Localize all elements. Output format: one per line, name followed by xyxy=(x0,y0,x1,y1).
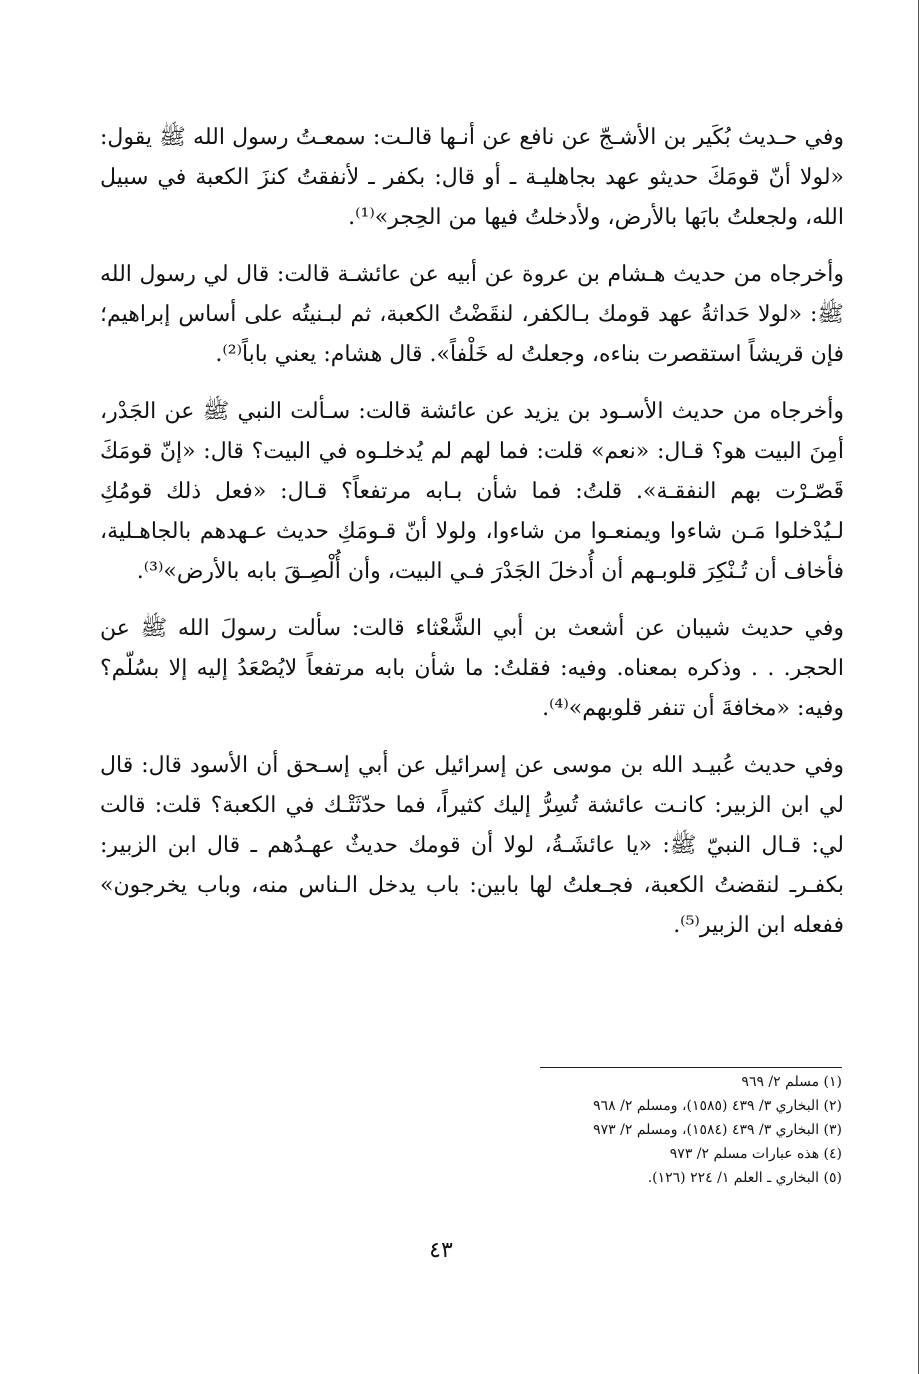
paragraph-5: وفي حديث عُبيـد الله بن موسى عن إسرائيل عن أبي إسـحق أن الأسود قال: قال لي ابن الزبير: كانـت عائشة تُسِرُّ إليك كثيراً، فما حدّثَتْـك في الكعبة؟ قلت: قالت لي: قـال النبيّ ﷺ: «يا عائشَـةُ، لولا أن قومك حديثٌ عهـدُهم ـ قال ابن الزبير: بكفـرـ لنقضتُ الكعبة، فجـعلتُ لها بابين: باب يدخل الـناس منه، وباب يخرجون» ففعله ابن الزبير⁽⁵⁾. xyxy=(100,753,844,938)
paragraph-4: وفي حديث شيبان عن أشعث بن أبي الشَّعْثاء قالت: سألت رسولَ الله ﷺ عن الحجر. . . وذكره بمعناه. وفيه: فقلتُ: ما شأن بابه مرتفعاً لايُصْعَدُ إليه إلا بسُلّم؟ وفيه: «مخافةَ أن تنفر قلوبهم»⁽⁴⁾. xyxy=(100,616,844,721)
footnote-5: (٥) البخاري ـ العلم ١/ ٢٢٤ (١٢٦). xyxy=(647,1170,842,1186)
footnote-divider xyxy=(540,1067,842,1068)
footnote-1: (١) مسلم ٢/ ٩٦٩ xyxy=(741,1074,842,1090)
paragraph-2: وأخرجاه من حديث هـشام بن عروة عن أبيه عن عائشـة قالت: قال لي رسول الله ﷺ: «لولا حَداثةُ عهد قومك بـالكفر، لنقَضْتُ الكعبة، ثم لبـنيتُه على أساس إبراهيم؛ فإن قريشاً استقصرت بناءه، وجعلتُ له خَلْفاً». قال هشام: يعني باباً⁽²⁾. xyxy=(100,262,844,367)
footnote-2: (٢) البخاري ٣/ ٤٣٩ (١٥٨٥)، ومسلم ٢/ ٩٦٨ xyxy=(593,1098,842,1114)
footnotes xyxy=(470,1070,842,1190)
footnote-4: (٤) هذه عبارات مسلم ٢/ ٩٧٣ xyxy=(669,1146,842,1162)
footnote-3: (٣) البخاري ٣/ ٤٣٩ (١٥٨٤)، ومسلم ٢/ ٩٧٣ xyxy=(593,1122,842,1138)
paragraph-3: وأخرجاه من حديث الأسـود بن يزيد عن عائشة قالت: سـألت النبي ﷺ عن الجَدْر، أمِنَ البيت هو؟ قـال: «نعم» قلت: فما لهم لم يُدخلـوه في البيت؟ قال: «إنّ قومَكَ قَصّـرْت بهم النفقـة». قلتُ: فما شأن بـابه مرتفعاً؟ قـال: «فعل ذلك قومُكِ لـيُدْخلوا مَـن شاءوا ويمنعـوا من شاءوا، ولولا أنّ قـومَكِ حديث عـهدهم بالجاهـلية، فأخاف أن تُـنْكِرَ قلوبـهم أن أُدخلَ الجَدْرَ فـي البيت، وأن أُلْصِـقَ بابه بالأرض»⁽³⁾. xyxy=(100,399,844,584)
main-text xyxy=(100,118,844,963)
page-number: ٤٣ xyxy=(429,1238,453,1263)
page-edge-line xyxy=(918,0,919,1374)
paragraph-1: وفي حـديث بُكَير بن الأشـجّ عن نافع عن أنـها قالـت: سمعـتُ رسول الله ﷺ يقول: «لولا أنّ قومَكَ حديثو عهد بجاهليـة ـ أو قال: بكفر ـ لأنفقتُ كنزَ الكعبة في سبيل الله، ولجعلتُ بابَها بالأرض، ولأدخلتُ فيها من الحِجر»⁽¹⁾. xyxy=(100,125,844,230)
